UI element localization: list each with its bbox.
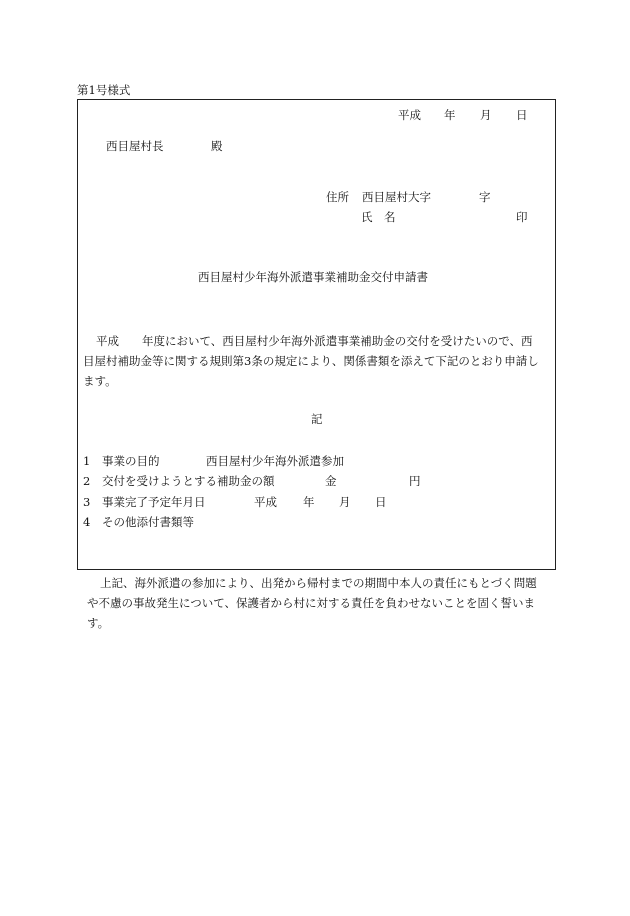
- pledge-line-3: す。: [87, 616, 110, 630]
- item-1-value: 西目屋村少年海外派遣参加: [206, 454, 344, 468]
- date-day: 日: [516, 108, 528, 122]
- addressee-honorific: 殿: [211, 139, 223, 153]
- item-2-value-prefix: 金: [325, 474, 337, 488]
- ki-heading: 記: [311, 412, 323, 426]
- body-line-2: 目屋村補助金等に関する規則第3条の規定により、関係書類を添えて下記のとおり申請し: [83, 354, 539, 368]
- date-month: 月: [480, 108, 492, 122]
- item-2-label: 交付を受けようとする補助金の額: [102, 474, 275, 488]
- address-label: 住所: [326, 190, 349, 204]
- pledge-line-2: や不慮の事故発生について、保護者から村に対する責任を負わせないことを固く誓いま: [87, 596, 536, 610]
- form-number: 第1号様式: [77, 83, 131, 97]
- item-3-month: 月: [339, 495, 351, 509]
- item-2-value-suffix: 円: [409, 474, 421, 488]
- item-2-number: 2: [83, 474, 91, 488]
- body-line-3: ます。: [83, 374, 117, 388]
- item-3-year: 年: [303, 495, 315, 509]
- address-aza: 字: [479, 190, 491, 204]
- document-title: 西目屋村少年海外派遣事業補助金交付申請書: [198, 270, 428, 284]
- address-value: 西目屋村大字: [362, 190, 431, 204]
- item-1-label: 事業の目的: [102, 454, 160, 468]
- item-4-number: 4: [83, 515, 91, 529]
- date-era: 平成: [398, 108, 421, 122]
- body-line-1: 平成 年度において、西目屋村少年海外派遣事業補助金の交付を受けたいので、西: [96, 334, 533, 348]
- seal-mark: 印: [516, 210, 528, 224]
- item-1-number: 1: [83, 454, 91, 468]
- item-4-label: その他添付書類等: [102, 515, 194, 529]
- date-year: 年: [444, 108, 456, 122]
- item-3-number: 3: [83, 495, 91, 509]
- item-3-label: 事業完了予定年月日: [102, 495, 206, 509]
- pledge-line-1: 上記、海外派遣の参加により、出発から帰村までの期間中本人の責任にもとづく問題: [100, 576, 537, 590]
- item-3-day: 日: [375, 495, 387, 509]
- applicant-name-label: 氏 名: [361, 210, 396, 224]
- addressee-name: 西目屋村長: [106, 139, 164, 153]
- item-3-era: 平成: [254, 495, 277, 509]
